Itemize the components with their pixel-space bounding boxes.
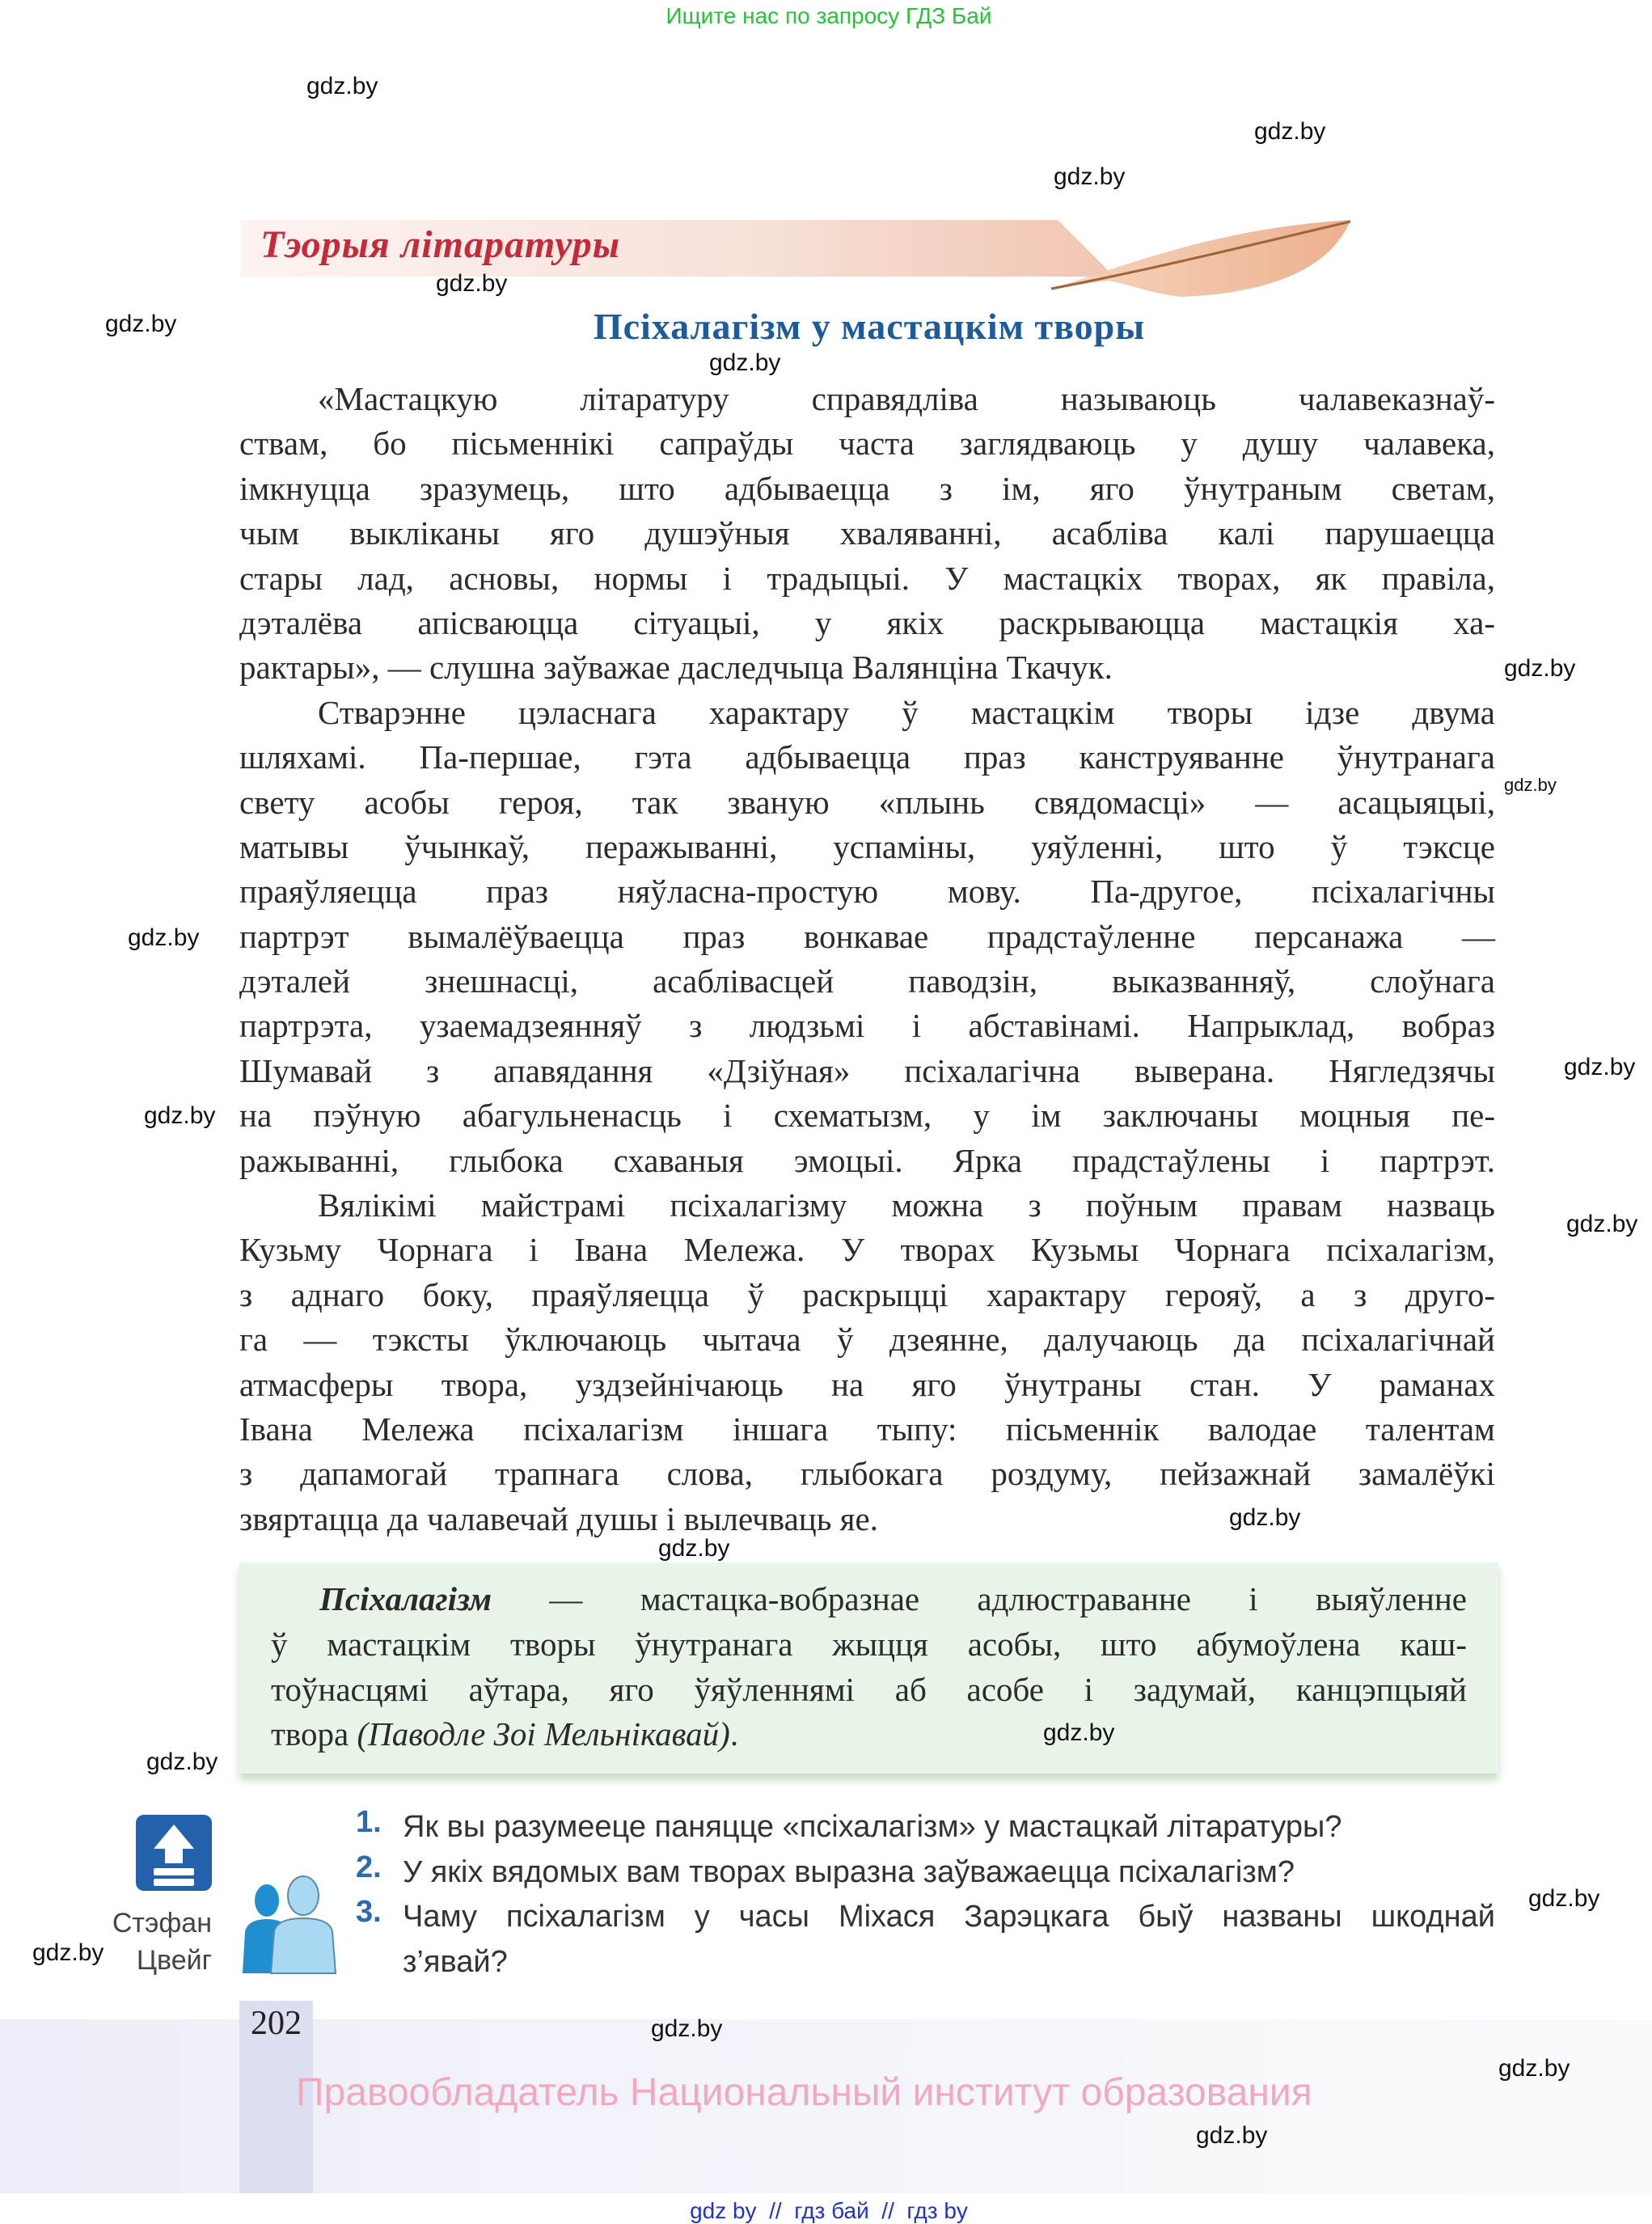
gdz-watermark: gdz.by [105,311,177,337]
body-line: ражыванні, глыбока схаваныя эмоцыі. Ярка прадстаўлены і партрэт. [239,1141,1495,1179]
rights-holder-watermark: Правообладатель Национальный институт образования [296,2071,1312,2114]
body-line: дэталёва апісваюцца сітуацыі, у якіх раскрываюцца мастацкія ха- [239,603,1495,641]
body-line: га — тэксты ўключаюць чытача ў дзеянне, далучаюць да псіхалагічнай [239,1321,1495,1359]
body-line: партрэта, узаемадзеянняў з людзьмі і абставінамі. Напрыклад, вобраз [239,1007,1495,1045]
bottom-site-links[interactable]: gdz by // гдз бай // гдз by [690,2198,968,2223]
page-title: Псіхалагізм у мастацкім творы [593,306,1146,347]
feather-quill-icon [1043,212,1358,301]
gdz-watermark: gdz.by [1504,775,1557,795]
gdz-watermark: gdz.by [32,1939,104,1966]
body-line: з дапамогай трапнага слова, глыбокага роздуму, пейзажнай замалёўкі [239,1455,1495,1493]
top-search-banner[interactable]: Ищите нас по запросу ГДЗ Бай [665,3,992,28]
gdz-watermark: gdz.by [1498,2055,1570,2082]
body-line: Шумавай з апавядання «Дзіўная» псіхалагічна выверана. Нягледзячы [239,1051,1495,1089]
gdz-watermark: gdz.by [709,349,781,376]
definition-source: (Паводле Зоі Мельнікавай) [357,1715,730,1753]
body-line: з аднаго боку, праяўляецца ў раскрыцці характару герояў, а з друго- [239,1275,1495,1313]
definition-line: . [729,1715,739,1753]
body-line: свету асобы героя, так званую «плынь свядомасці» — асацыяцыі, [239,783,1495,821]
gdz-watermark: gdz.by [1196,2122,1268,2149]
body-line: партрэт вымалёўваецца праз вонкавае прадстаўленне персанажа — [239,917,1495,955]
body-line: рактары», — слушна заўважае даследчыца Валянціна Ткачук. [239,649,1113,687]
body-line: шляхамі. Па-першае, гэта адбываецца праз канструяванне ўнутранага [239,738,1495,776]
gdz-watermark: gdz.by [1564,1054,1636,1080]
section-label: Тэорыя літаратуры [260,223,621,266]
gdz-watermark: gdz.by [1054,163,1126,190]
definition-line: — мастацка-вобразнае адлюстраванне і выяўленне [492,1580,1467,1617]
body-line: чым выкліканы яго душэўныя хваляванні, асабліва калі парушаецца [239,514,1495,552]
gdz-watermark: gdz.by [1254,118,1326,145]
gdz-watermark: gdz.by [658,1535,730,1562]
question-text: Як вы разумееце паняцце «псіхалагізм» у мастацкай літаратуры? [403,1810,1342,1844]
gdz-watermark: gdz.by [128,924,200,951]
body-line: на пэўную абагульненасць і схематызм, у ім заключаны моцныя пе- [239,1097,1495,1135]
author-last-name: Цвейг [136,1945,212,1976]
definition-line: ў мастацкім творы ўнутранага жыцця асобы, што абумоўлена каш- [271,1625,1467,1663]
gdz-watermark: gdz.by [146,1748,218,1775]
body-line: стары лад, асновы, нормы і традыцыі. У мастацкіх творах, як правіла, [239,559,1495,597]
question-text: У якіх вядомых вам творах выразна заўважаецца псіхалагізм? [403,1855,1295,1889]
body-line: Кузьму Чорнага і Івана Мележа. У творах Кузьмы Чорнага псіхалагізм, [239,1231,1495,1269]
gdz-watermark: gdz.by [1566,1211,1638,1237]
question-text-continued: з’явай? [403,1945,508,1979]
question-number: 3. [356,1895,382,1929]
gdz-watermark: gdz.by [436,270,508,297]
question-number: 1. [356,1805,382,1839]
gdz-watermark: gdz.by [1504,655,1576,682]
gdz-watermark: gdz.by [1528,1885,1600,1912]
author-first-name: Стэфан [112,1908,212,1939]
gdz-watermark: gdz.by [306,73,378,99]
body-line: імкнуцца зразумець, што адбываецца з ім, яго ўнутраным светам, [239,469,1495,507]
body-line: Вялікімі майстрамі псіхалагізму можна з поўным правам назваць [318,1186,1495,1224]
body-line: праяўляецца праз няўласна-простую мову. Па-другое, псіхалагічны [239,873,1495,911]
gdz-watermark: gdz.by [144,1102,216,1129]
gdz-watermark: gdz.by [651,2015,723,2042]
question-number: 2. [356,1850,382,1884]
body-text [239,377,1495,1541]
body-line: Івана Мележа псіхалагізм іншага тыпу: пісьменнік валодае талентам [239,1410,1495,1448]
gdz-watermark: gdz.by [1229,1504,1301,1531]
body-line: ствам, бо пісьменнікі сапраўды часта заглядваюць у душу чалавека, [239,425,1495,463]
body-line: атмасферы твора, уздзейнічаюць на яго ўнутраны стан. У раманах [239,1365,1495,1403]
definition-text [271,1577,1467,1757]
question-text: Чаму псіхалагізм у часы Міхася Зарэцкага быў названы шкоднай [403,1900,1495,1934]
page-number: 202 [251,2005,302,2042]
definition-line: тоўнасцямі аўтара, яго ўяўленнямі аб асобе і задумай, канцэпцыяй [271,1670,1467,1708]
body-line: «Мастацкую літаратуру справядліва называюць чалавеказнаў- [318,380,1495,417]
definition-line: твора [271,1715,357,1753]
body-line: дэталей знешнасці, асаблівасцей паводзін, выказванняў, слоўнага [239,962,1495,1000]
body-line: Стварэнне цэласнага характару ў мастацкім творы ідзе двума [318,693,1495,731]
questions-list [0,1805,1652,1991]
body-line: матывы ўчынкаў, перажыванні, успаміны, уяўленні, што ў тэксце [239,827,1495,865]
gdz-watermark: gdz.by [1043,1719,1115,1746]
body-line: звяртацца да чалавечай душы і вылечваць яе. [239,1499,878,1537]
definition-term: Псіхалагізм [319,1580,492,1617]
